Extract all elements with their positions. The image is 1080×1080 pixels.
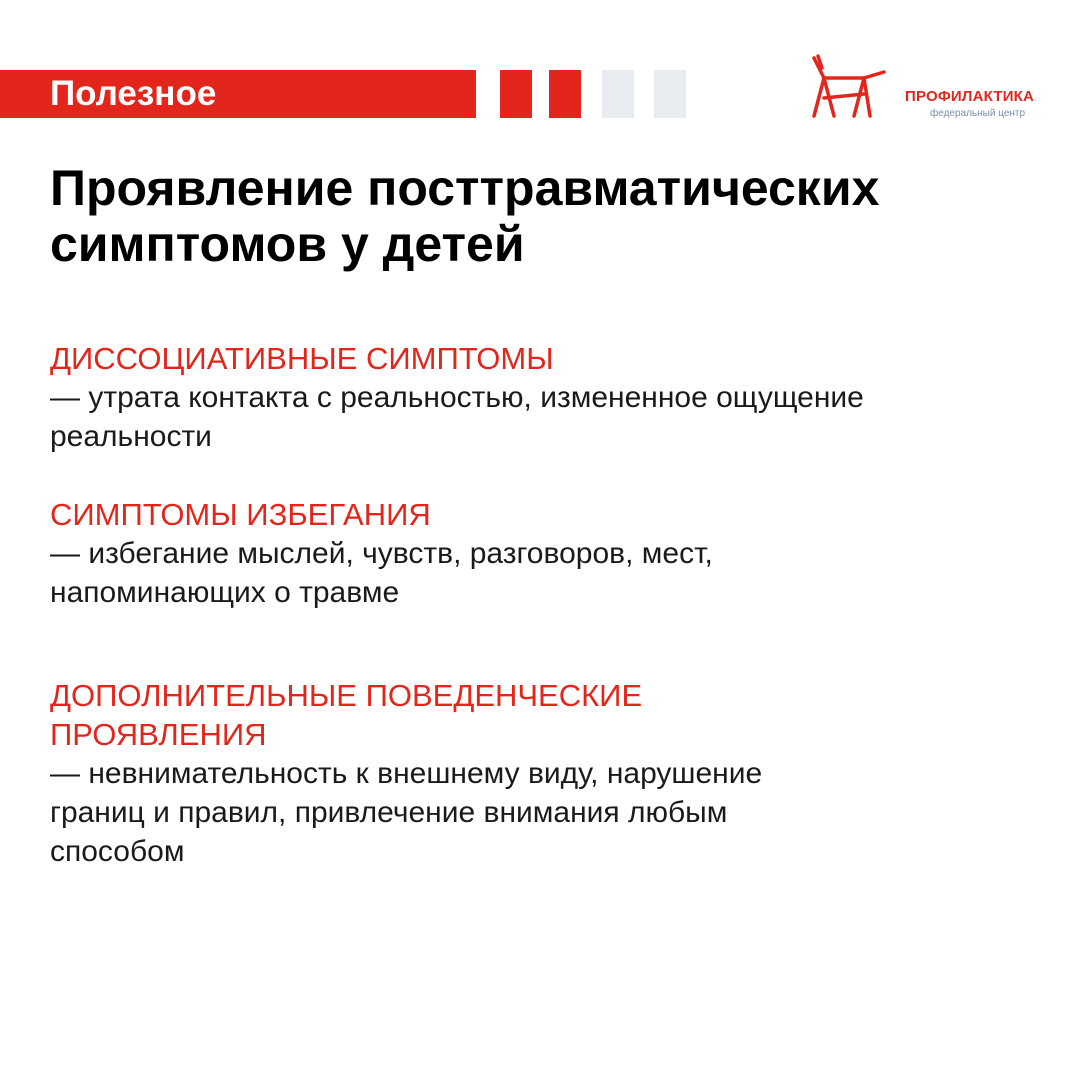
section-heading: СИМПТОМЫ ИЗБЕГАНИЯ [50,497,431,532]
decor-block-2 [549,70,581,118]
header-banner [0,70,476,118]
section-avoidance [50,495,950,612]
decor-block-3 [602,70,634,118]
section-heading: ДОПОЛНИТЕЛЬНЫЕ ПОВЕДЕНЧЕСКИЕ ПРОЯВЛЕНИЯ [50,678,643,752]
org-logo [905,56,1065,122]
section-dissociative [50,339,950,456]
horse-logo-icon [808,54,888,124]
decor-block-1 [500,70,532,118]
section-text: — утрата контакта с реальностью, измененное ощущение реальности [50,381,864,453]
section-behavioral [50,676,810,871]
org-subtitle: федеральный центр [930,108,1026,119]
header-label: Полезное [50,74,217,113]
decor-block-4 [654,70,686,118]
page-title: Проявление посттравматических симптомов у детей [50,160,880,272]
section-text: — невнимательность к внешнему виду, нарушение границ и правил, привлечение внимания любым способом [50,757,763,868]
org-name: ПРОФИЛАКТИКА [905,88,1035,105]
section-heading: ДИССОЦИАТИВНЫЕ СИМПТОМЫ [50,341,554,376]
section-text: — избегание мыслей, чувств, разговоров, мест, напоминающих о травме [50,537,713,609]
